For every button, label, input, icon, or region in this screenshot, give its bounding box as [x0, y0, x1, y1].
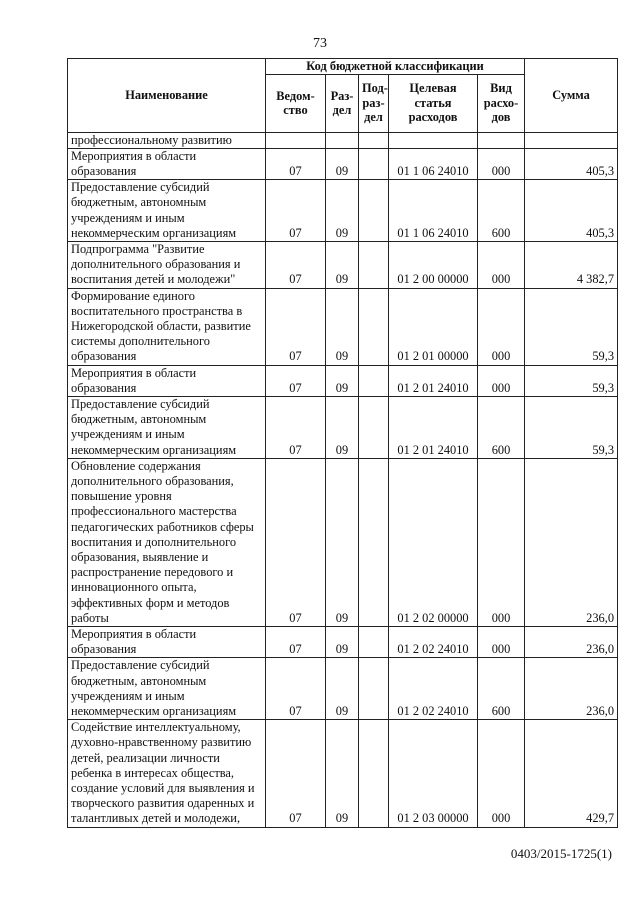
row-vid: 000: [478, 365, 525, 396]
row-razdel: 09: [326, 180, 359, 242]
row-sum: 236,0: [525, 627, 618, 658]
row-name: Подпрограмма "Развитие дополнительного образования и воспитания детей и молодежи": [68, 241, 266, 288]
row-name: профессиональному развитию: [68, 132, 266, 148]
row-podrazdel: [359, 148, 389, 179]
row-vedomstvo: 07: [266, 365, 326, 396]
row-razdel: 09: [326, 627, 359, 658]
row-podrazdel: [359, 396, 389, 458]
row-name: Обновление содержания дополнительного образования, повышение уровня профессионального мастерства педагогических работников сферы воспитания и дополнительного образования, выявление и распространение передового и инновационного опыта, эффективных форм и методов работы: [68, 458, 266, 626]
row-target: 01 2 02 00000: [389, 458, 478, 626]
row-sum: 4 382,7: [525, 241, 618, 288]
row-target: 01 2 03 00000: [389, 720, 478, 827]
row-vid: 600: [478, 396, 525, 458]
row-target: 01 1 06 24010: [389, 148, 478, 179]
table-row: [68, 658, 618, 720]
header-vid: Вид расхо-дов: [478, 74, 525, 132]
table-row: [68, 627, 618, 658]
table-row: [68, 148, 618, 179]
row-vedomstvo: 07: [266, 627, 326, 658]
header-target: Целевая статья расходов: [389, 74, 478, 132]
row-sum: [525, 132, 618, 148]
row-vid: 000: [478, 720, 525, 827]
row-sum: 429,7: [525, 720, 618, 827]
row-vedomstvo: 07: [266, 458, 326, 626]
row-podrazdel: [359, 458, 389, 626]
row-vid: 000: [478, 241, 525, 288]
row-podrazdel: [359, 658, 389, 720]
row-podrazdel: [359, 627, 389, 658]
row-vid: 000: [478, 148, 525, 179]
row-sum: 236,0: [525, 658, 618, 720]
row-target: 01 2 01 24010: [389, 396, 478, 458]
row-razdel: 09: [326, 365, 359, 396]
row-vedomstvo: [266, 132, 326, 148]
page-number: 73: [313, 36, 327, 51]
header-code-group: Код бюджетной классификации: [266, 59, 525, 75]
row-podrazdel: [359, 132, 389, 148]
header-podrazdel: Под-раз-дел: [359, 74, 389, 132]
table-row: [68, 180, 618, 242]
row-podrazdel: [359, 720, 389, 827]
row-razdel: 09: [326, 658, 359, 720]
row-vid: [478, 132, 525, 148]
row-target: 01 1 06 24010: [389, 180, 478, 242]
row-vid: 000: [478, 288, 525, 365]
row-vid: 000: [478, 627, 525, 658]
row-name: Содействие интеллектуальному, духовно-нравственному развитию детей, реализации личности ребенка в интересах общества, создание условий для выявления и творческого развития одаренных и талантливых детей и молодежи,: [68, 720, 266, 827]
row-target: [389, 132, 478, 148]
row-sum: 59,3: [525, 396, 618, 458]
budget-table: [67, 58, 618, 828]
header-razdel: Раз-дел: [326, 74, 359, 132]
row-razdel: 09: [326, 148, 359, 179]
row-razdel: 09: [326, 288, 359, 365]
row-name: Формирование единого воспитательного пространства в Нижегородской области, развитие системы дополнительного образования: [68, 288, 266, 365]
row-name: Мероприятия в области образования: [68, 365, 266, 396]
row-sum: 59,3: [525, 288, 618, 365]
row-razdel: [326, 132, 359, 148]
row-podrazdel: [359, 180, 389, 242]
row-vedomstvo: 07: [266, 148, 326, 179]
row-vid: 600: [478, 658, 525, 720]
row-name: Предоставление субсидий бюджетным, автономным учреждениям и иным некоммерческим организациям: [68, 658, 266, 720]
row-sum: 405,3: [525, 180, 618, 242]
row-target: 01 2 01 24010: [389, 365, 478, 396]
row-razdel: 09: [326, 720, 359, 827]
row-name: Предоставление субсидий бюджетным, автономным учреждениям и иным некоммерческим организациям: [68, 180, 266, 242]
row-razdel: 09: [326, 396, 359, 458]
document-code: 0403/2015-1725(1): [510, 846, 612, 861]
row-vid: 600: [478, 180, 525, 242]
row-vid: 000: [478, 458, 525, 626]
header-name: Наименование: [68, 59, 266, 133]
row-vedomstvo: 07: [266, 180, 326, 242]
row-target: 01 2 02 24010: [389, 658, 478, 720]
row-vedomstvo: 07: [266, 658, 326, 720]
table-row: [68, 365, 618, 396]
row-target: 01 2 02 24010: [389, 627, 478, 658]
row-vedomstvo: 07: [266, 396, 326, 458]
row-sum: 236,0: [525, 458, 618, 626]
table-row: [68, 396, 618, 458]
table-row: [68, 720, 618, 827]
row-podrazdel: [359, 241, 389, 288]
table-row: [68, 132, 618, 148]
header-sum: Сумма: [525, 59, 618, 133]
row-podrazdel: [359, 365, 389, 396]
row-vedomstvo: 07: [266, 720, 326, 827]
row-razdel: 09: [326, 241, 359, 288]
row-vedomstvo: 07: [266, 241, 326, 288]
row-podrazdel: [359, 288, 389, 365]
row-vedomstvo: 07: [266, 288, 326, 365]
table-row: [68, 458, 618, 626]
row-name: Предоставление субсидий бюджетным, автономным учреждениям и иным некоммерческим организациям: [68, 396, 266, 458]
row-name: Мероприятия в области образования: [68, 627, 266, 658]
header-vedomstvo: Ведом-ство: [266, 74, 326, 132]
row-sum: 405,3: [525, 148, 618, 179]
row-razdel: 09: [326, 458, 359, 626]
row-target: 01 2 01 00000: [389, 288, 478, 365]
row-sum: 59,3: [525, 365, 618, 396]
table-row: [68, 288, 618, 365]
row-name: Мероприятия в области образования: [68, 148, 266, 179]
row-target: 01 2 00 00000: [389, 241, 478, 288]
table-row: [68, 241, 618, 288]
header-row-top: [68, 59, 618, 75]
